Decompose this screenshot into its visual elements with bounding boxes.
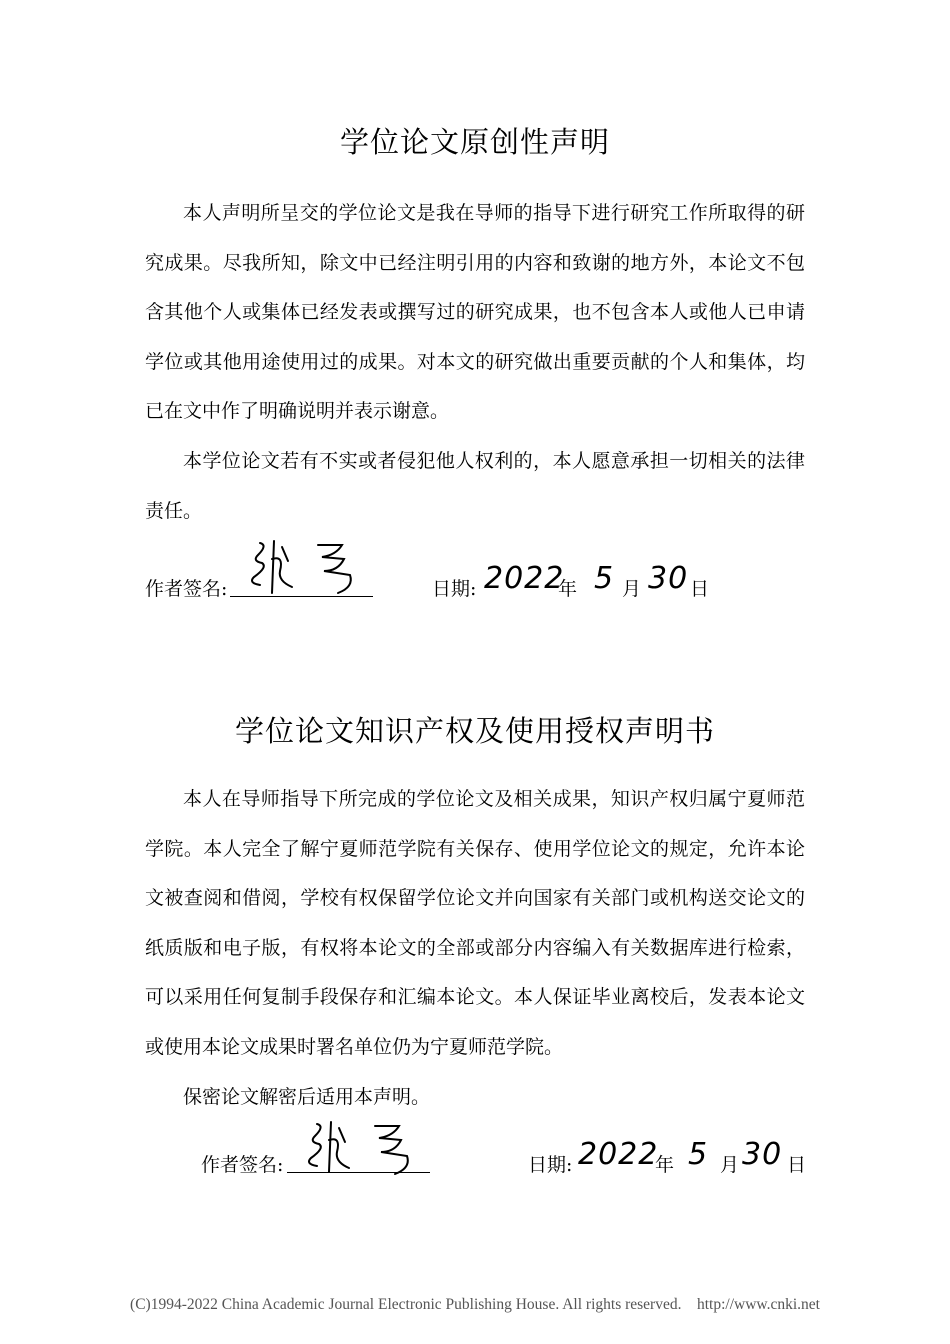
section2-handwritten-signature [295,1120,425,1178]
section1-paragraph-2: 本学位论文若有不实或者侵犯他人权利的，本人愿意承担一切相关的法律责任。 [145,450,805,522]
footer-url[interactable]: http://www.cnki.net [696,1296,820,1313]
section1-paragraph-1: 本人声明所呈交的学位论文是我在导师的指导下进行研究工作所取得的研究成果。尽我所知，除文中已经注明引用的内容和致谢的地方外，本论文不包含其他个人或集体已经发表或撰写过的研究成果，也不包含本人或他人已申请学位或其他用途使用过的成果。对本文的研究做出重要贡献的个人和集体，均已在文中作了明确说明并表示谢意。 [145,202,805,422]
section2-month-unit: 月 [720,1154,740,1176]
section2-paragraph-1: 本人在导师指导下所完成的学位论文及相关成果，知识产权归属宁夏师范学院。本人完全了解宁夏师范学院有关保存、使用学位论文的规定，允许本论文被查阅和借阅，学校有权保留学位论文并向国家有关部门或机构送交论文的纸质版和电子版，有权将本论文的全部或部分内容编入有关数据库进行检索，可以采用任何复制手段保存和汇编本论文。本人保证毕业离校后，发表本论文或使用本论文成果时署名单位仍为宁夏师范学院。 [145,788,805,1058]
section1-date-month: 5 [594,561,615,596]
section2-day-unit: 日 [787,1154,807,1176]
section2-title: 学位论文知识产权及使用授权声明书 [234,714,715,748]
section1-handwritten-signature [238,537,368,599]
section2-date-label: 日期: [528,1154,573,1176]
section1-date-year: 2022 [484,561,565,596]
section2-date-year: 2022 [578,1137,659,1172]
section2-date-month: 5 [688,1137,709,1172]
section1-day-unit: 日 [690,578,710,600]
section2-year-unit: 年 [655,1154,675,1176]
section2-paragraph-2: 保密论文解密后适用本声明。 [183,1086,431,1108]
section1-date-day: 30 [648,561,689,596]
footer [0,1296,950,1314]
section1-date-label: 日期: [432,578,477,600]
section1-signature-label: 作者签名: [145,578,228,600]
section1-year-unit: 年 [558,578,578,600]
section2-signature-label: 作者签名: [201,1154,284,1176]
section1-title: 学位论文原创性声明 [339,125,610,159]
section1-month-unit: 月 [622,578,642,600]
section2-date-day: 30 [742,1137,783,1172]
footer-copyright: (C)1994-2022 China Academic Journal Electronic Publishing House. All rights reserved. [130,1296,682,1313]
